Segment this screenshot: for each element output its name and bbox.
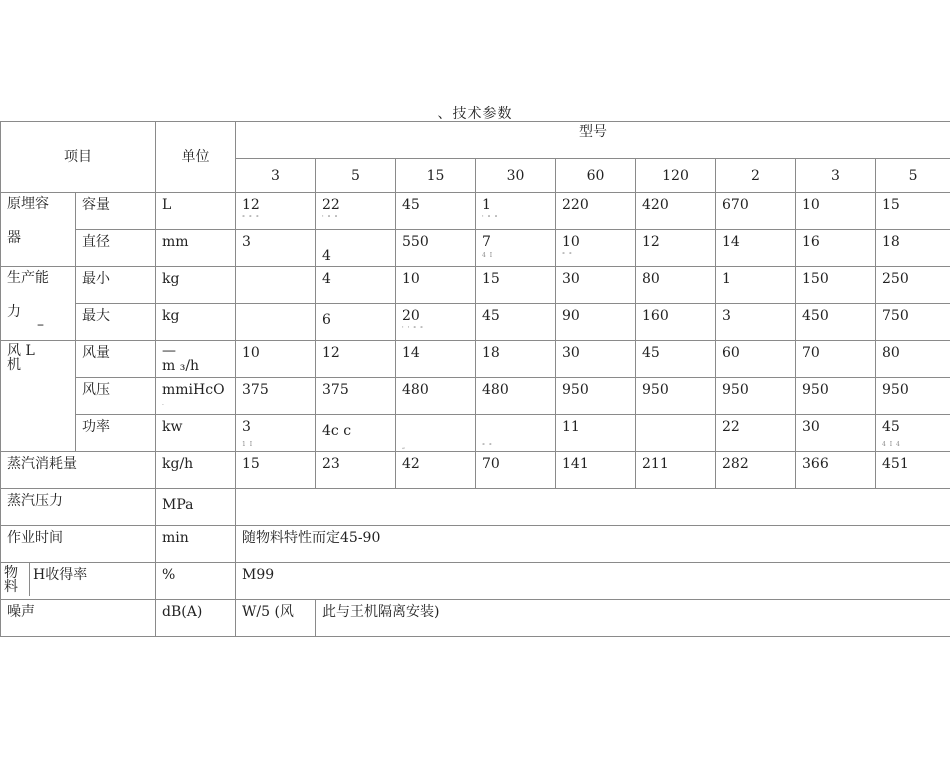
unit-cell: kg xyxy=(156,267,236,304)
row-label: 作业时间 xyxy=(1,526,156,563)
value-cell: 15 xyxy=(876,193,950,230)
model-cell: 3 xyxy=(236,159,316,193)
table-row xyxy=(1,230,950,267)
unit-cell: — m ₃/h xyxy=(156,341,236,378)
unit-cell: L xyxy=(156,193,236,230)
value-cell: 3 xyxy=(236,230,316,267)
value-cell: 10 xyxy=(396,267,476,304)
value-cell: 90 xyxy=(556,304,636,341)
value-cell: 45 xyxy=(476,304,556,341)
header-model: 型号 xyxy=(236,122,950,159)
row-label: 最大 xyxy=(76,304,156,341)
value-cell: 此与王机隔离安装) xyxy=(316,600,950,637)
unit-cell: mm xyxy=(156,230,236,267)
value-cell: 451 xyxy=(876,452,950,489)
value-cell: 22 xyxy=(716,415,796,452)
value-cell: 366 xyxy=(796,452,876,489)
group-vessel: 原埋容 器 xyxy=(1,193,76,267)
row-label: 风压 xyxy=(76,378,156,415)
model-cell: 60 xyxy=(556,159,636,193)
value-cell: 80 xyxy=(876,341,950,378)
value-cell: 15 xyxy=(236,452,316,489)
value-cell: 550 xyxy=(396,230,476,267)
value-cell: 950 xyxy=(716,378,796,415)
technical-parameters-table xyxy=(0,121,950,637)
value-cell: 10 xyxy=(236,341,316,378)
unit-cell: kg/h xyxy=(156,452,236,489)
unit-cell: min xyxy=(156,526,236,563)
table-row xyxy=(1,526,950,563)
value-cell: 18 xyxy=(476,341,556,378)
value-cell: M99 xyxy=(236,563,950,600)
value-cell: 22 ' ° ° xyxy=(316,193,396,230)
value-cell: W/5 (风 xyxy=(236,600,316,637)
value-cell: 14 xyxy=(716,230,796,267)
value-cell: 950 xyxy=(556,378,636,415)
value-cell: „ xyxy=(396,415,476,452)
value-cell: 随物料特性而定45-90 xyxy=(236,526,950,563)
value-cell: 211 xyxy=(636,452,716,489)
row-label: H收得率 xyxy=(33,567,88,583)
table-row xyxy=(1,304,950,341)
value-cell: 45 xyxy=(396,193,476,230)
value-cell: 16 xyxy=(796,230,876,267)
value-cell: 375 xyxy=(236,378,316,415)
table-row xyxy=(1,415,950,452)
row-label: 功率 xyxy=(76,415,156,452)
value-cell: 30 xyxy=(556,267,636,304)
row-label: 蒸汽压力 xyxy=(1,489,156,526)
value-cell: 23 xyxy=(316,452,396,489)
value-cell: 30 xyxy=(796,415,876,452)
unit-cell: MPa xyxy=(156,489,236,526)
row-label: 最小 xyxy=(76,267,156,304)
value-cell: 42 xyxy=(396,452,476,489)
value-cell: 375 xyxy=(316,378,396,415)
value-cell: 480 xyxy=(396,378,476,415)
value-cell: 30 xyxy=(556,341,636,378)
value-cell: 670 xyxy=(716,193,796,230)
row-label: 风量 xyxy=(76,341,156,378)
model-cell: 5 xyxy=(316,159,396,193)
value-cell: 45 xyxy=(636,341,716,378)
value-cell: 250 xyxy=(876,267,950,304)
value-cell: 1 xyxy=(716,267,796,304)
value-cell: 3 1 I xyxy=(236,415,316,452)
table-row xyxy=(1,341,950,378)
header-unit: 单位 xyxy=(156,122,236,193)
group-capacity: 生产能 力 – xyxy=(1,267,76,341)
value-cell xyxy=(236,267,316,304)
value-cell: 4 xyxy=(316,230,396,267)
value-cell: 14 xyxy=(396,341,476,378)
value-cell: 18 xyxy=(876,230,950,267)
value-cell: 950 xyxy=(876,378,950,415)
model-cell: 3 xyxy=(796,159,876,193)
value-cell: ° ° xyxy=(476,415,556,452)
group-fan: 风 L 机 xyxy=(1,341,76,452)
value-cell: 4 xyxy=(316,267,396,304)
table-row xyxy=(1,563,950,600)
value-cell: 4c c xyxy=(316,415,396,452)
header-row xyxy=(1,122,950,159)
value-cell xyxy=(236,489,950,526)
value-cell xyxy=(636,415,716,452)
row-label: 直径 xyxy=(76,230,156,267)
value-cell: 141 xyxy=(556,452,636,489)
row-label: 噪声 xyxy=(1,600,156,637)
value-cell: 60 xyxy=(716,341,796,378)
value-cell: 12 ° ° ° xyxy=(236,193,316,230)
value-cell: 150 xyxy=(796,267,876,304)
value-cell: 10 xyxy=(796,193,876,230)
value-cell: 480 xyxy=(476,378,556,415)
value-cell: 12 xyxy=(636,230,716,267)
value-cell: 160 xyxy=(636,304,716,341)
value-cell: 6 xyxy=(316,304,396,341)
model-cell: 15 xyxy=(396,159,476,193)
value-cell: 750 xyxy=(876,304,950,341)
model-cell: 30 xyxy=(476,159,556,193)
value-cell: 12 xyxy=(316,341,396,378)
header-item: 项目 xyxy=(1,122,156,193)
table-row xyxy=(1,193,950,230)
value-cell: 11 xyxy=(556,415,636,452)
value-cell: 80 xyxy=(636,267,716,304)
table-row xyxy=(1,452,950,489)
value-cell: 950 xyxy=(636,378,716,415)
row-label: 容量 xyxy=(76,193,156,230)
value-cell: 15 xyxy=(476,267,556,304)
table-row xyxy=(1,267,950,304)
value-cell xyxy=(236,304,316,341)
row-label xyxy=(1,563,156,600)
model-cell: 5 xyxy=(876,159,950,193)
value-cell: 950 xyxy=(796,378,876,415)
value-cell: 282 xyxy=(716,452,796,489)
value-cell: 20 ' ' ° ° xyxy=(396,304,476,341)
value-cell: 10 ° ° xyxy=(556,230,636,267)
value-cell: 70 xyxy=(476,452,556,489)
value-cell: 3 xyxy=(716,304,796,341)
value-cell: 450 xyxy=(796,304,876,341)
table-row xyxy=(1,600,950,637)
value-cell: 420 xyxy=(636,193,716,230)
unit-cell: kw xyxy=(156,415,236,452)
row-label: 蒸汽消耗量 xyxy=(1,452,156,489)
unit-cell: mmiHcO · xyxy=(156,378,236,415)
value-cell: 70 xyxy=(796,341,876,378)
model-cell: 120 xyxy=(636,159,716,193)
unit-cell: kg xyxy=(156,304,236,341)
value-cell: 220 xyxy=(556,193,636,230)
value-cell: 1 ' ° ° xyxy=(476,193,556,230)
unit-cell: % xyxy=(156,563,236,600)
document-title: 、技术参数 xyxy=(437,106,513,122)
model-cell: 2 xyxy=(716,159,796,193)
table-row xyxy=(1,489,950,526)
value-cell: 45 4 I 4 xyxy=(876,415,950,452)
group-material: 物 料 xyxy=(1,563,30,596)
table-row xyxy=(1,378,950,415)
unit-cell: dB(A) xyxy=(156,600,236,637)
value-cell: 7 4 I xyxy=(476,230,556,267)
